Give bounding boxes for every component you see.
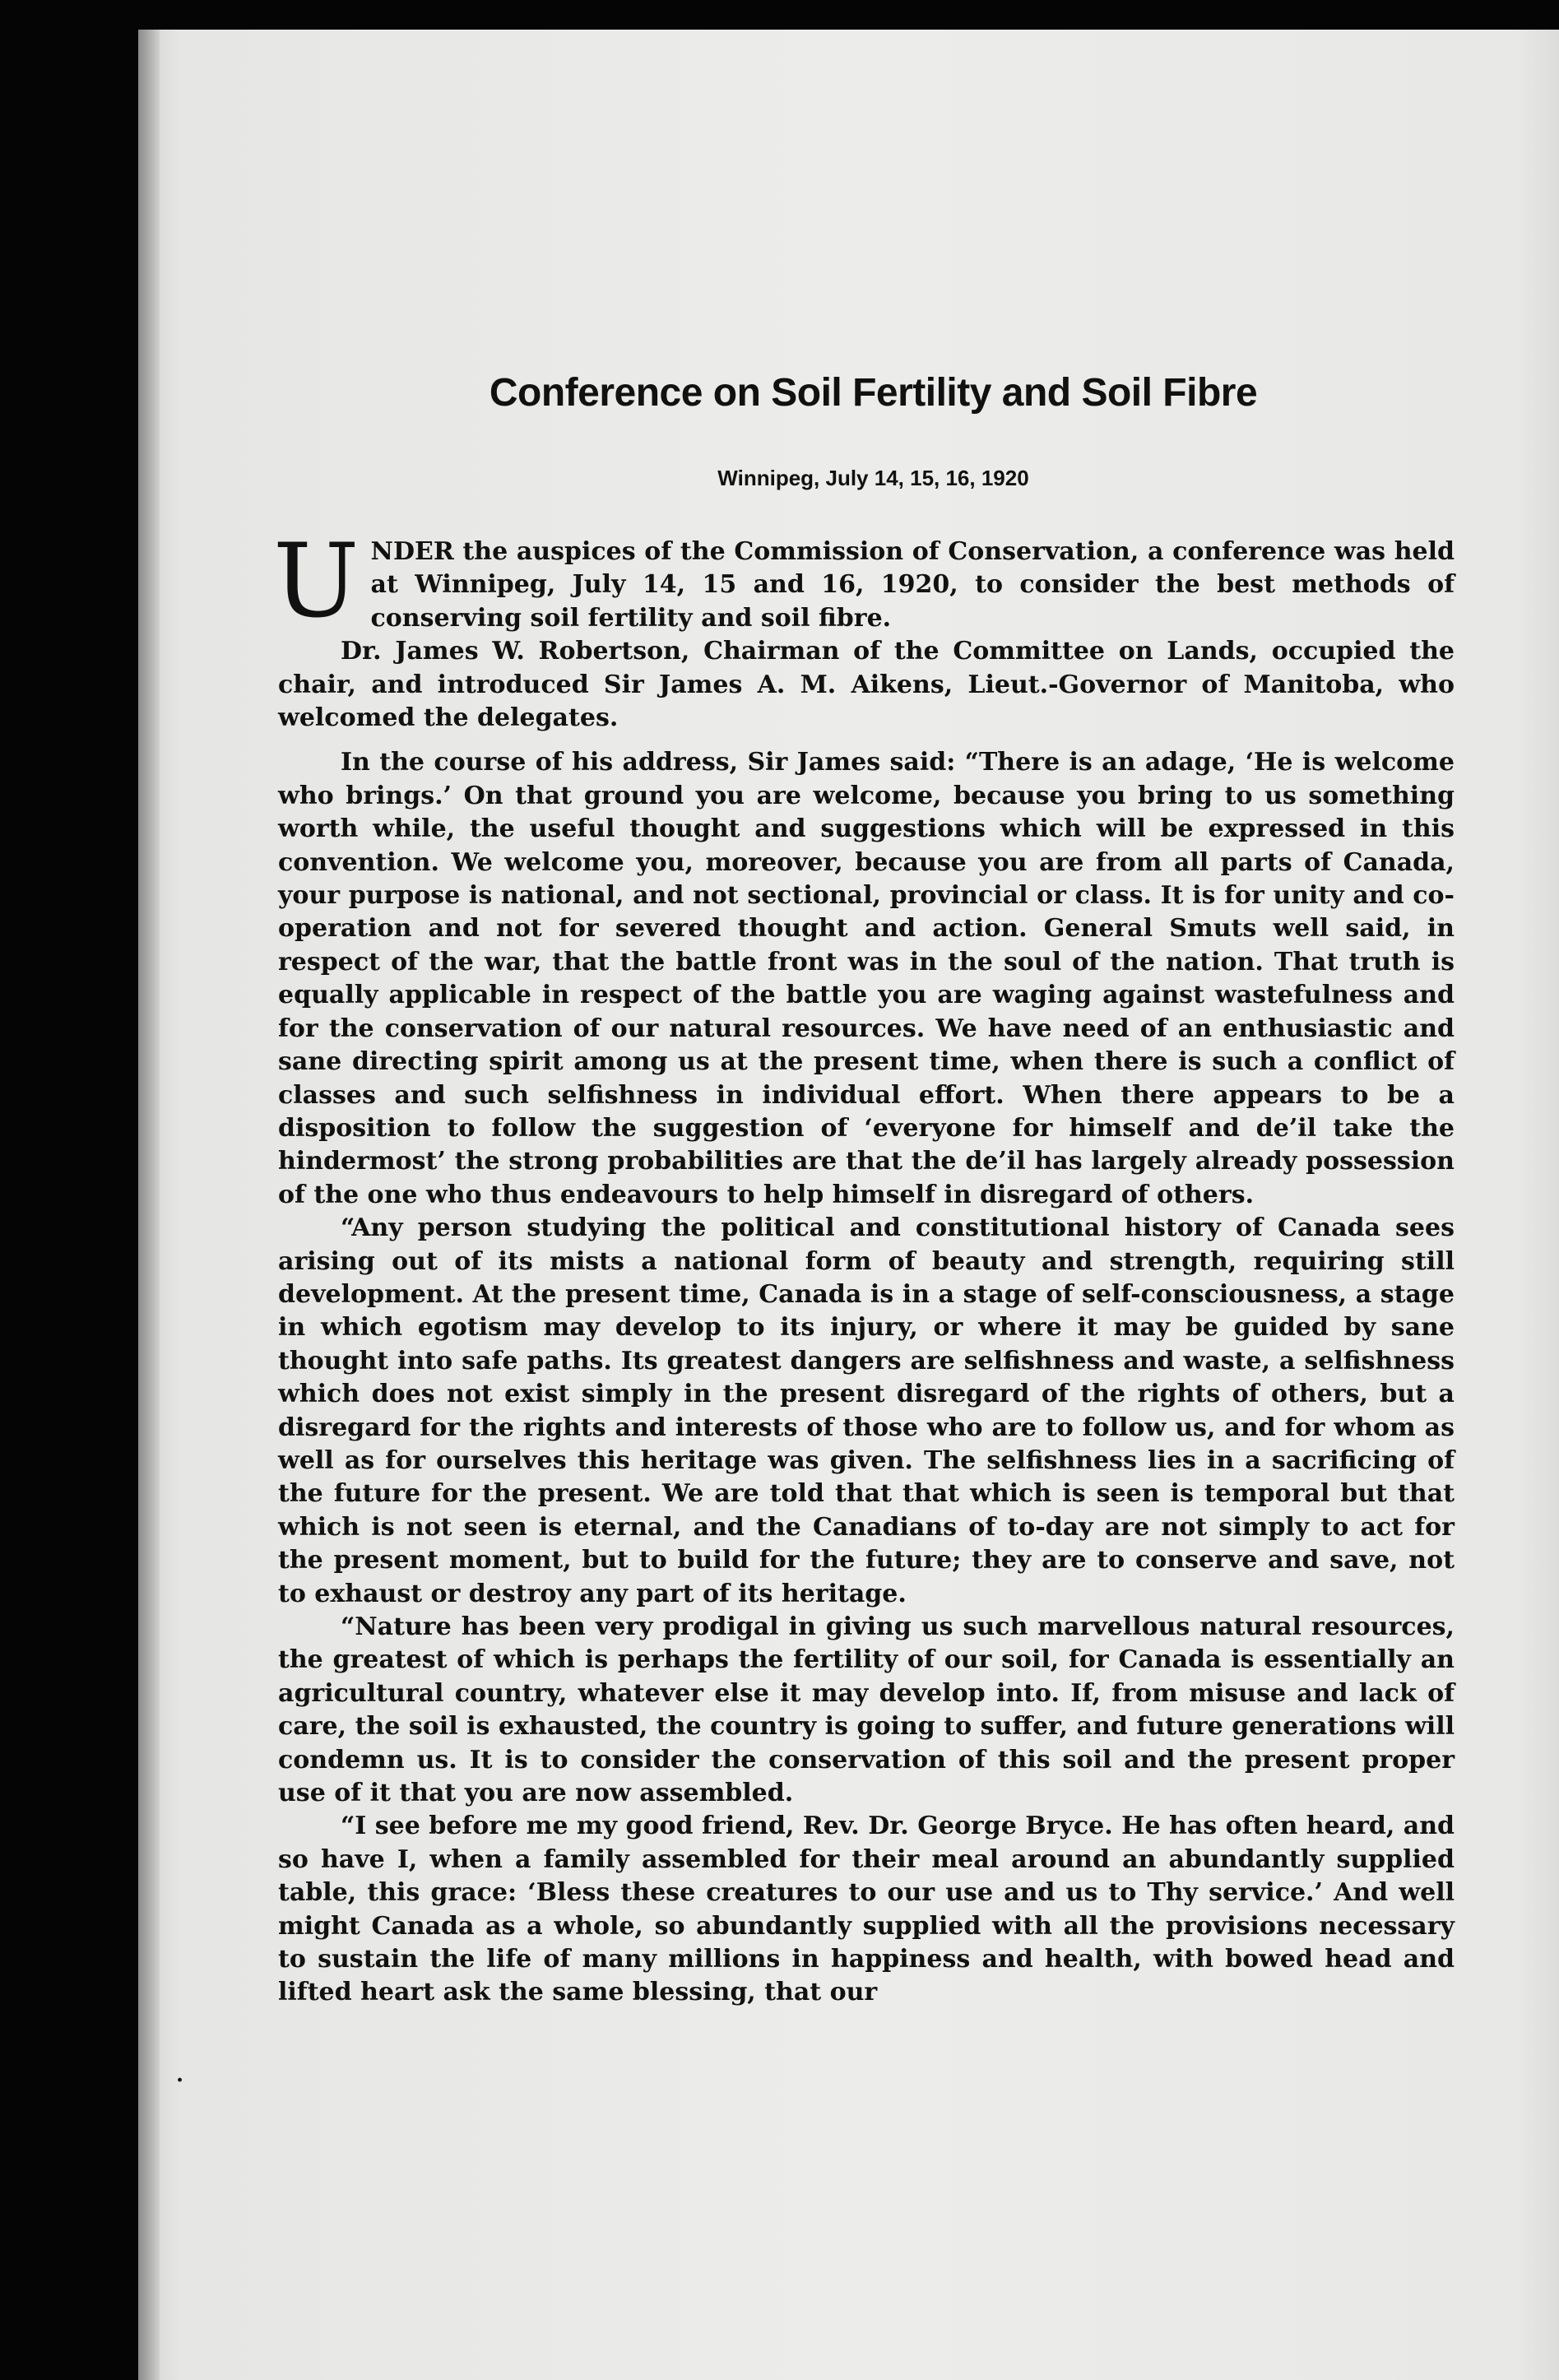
scanned-page — [138, 30, 1559, 2380]
drop-cap: U — [273, 522, 360, 641]
show-through-text — [204, 178, 1510, 342]
paragraph: In the course of his address, Sir James said: “There is an adage, ‘He is welcome who brings.’ On that ground you are welcome, because you bring to us something worth while, the useful thought and suggestions which will be expressed in this convention. We welcome you, moreover, because you are from all parts of Canada, your purpose is national, and not sectional, provincial or class. It is for unity and co-operation and not for severed thought and action. General Smuts well said, in respect of the war, that the battle front was in the soul of the nation. That truth is equally applicable in respect of the battle you are waging against wastefulness and for the conservation of our natural resources. We have need of an enthusiastic and sane directing spirit among us at the present time, when there is such a conflict of classes and such selfishness in individual effort. When there appears to be a disposition to follow the suggestion of ‘everyone for himself and de’il take the hindermost’ the strong probabilities are that the de’il has largely already possession of the one who thus endeavours to help himself in disregard of others. — [278, 748, 1455, 1209]
page-subtitle: Winnipeg, July 14, 15, 16, 1920 — [717, 466, 1029, 490]
opening-text: NDER the auspices of the Commission of Conservation, a conference was held at Winnipeg, July 14, 15 and 16, 1920, to consider the best methods of conserving soil fertility and soil fibre. — [370, 537, 1455, 633]
page-title: Conference on Soil Fertility and Soil Fibre — [489, 371, 1258, 415]
opening-paragraph — [273, 522, 1455, 641]
margin-mark: · — [176, 2068, 184, 2093]
paragraph: “Nature has been very prodigal in giving us such marvellous natural resources, the greatest of which is perhaps the fertility of our soil, for Canada is essentially an agricultural country, whatever else it may develop into. If, from misuse and lack of care, the soil is exhausted, the country is going to suffer, and future generations will condemn us. It is to consider the conservation of this soil and the present proper use of it that you are now assembled. — [278, 1612, 1455, 1808]
paragraph: Dr. James W. Robertson, Chairman of the Committee on Lands, occupied the chair, and introduced Sir James A. M. Aikens, Lieut.-Governor of Manitoba, who welcomed the delegates. — [278, 637, 1455, 733]
paragraph: “Any person studying the political and constitutional history of Canada sees arising out of its mists a national form of beauty and strength, requiring still development. At the present time, Canada is in a stage of self-consciousness, a stage in which egotism may develop to its injury, or where it may be guided by sane thought into safe paths. Its greatest dangers are selfishness and waste, a selfishness which does not exist simply in the present disregard of the rights of others, but a disregard for the rights and interests of those who are to follow us, and for whom as well as for ourselves this heritage was given. The selfishness lies in a sacrificing of the future for the present. We are told that that which is seen is temporal but that which is not seen is eternal, and the Canadians of to-day are not simply to act for the present moment, but to build for the future; they are to conserve and save, not to exhaust or destroy any part of its heritage. — [278, 1213, 1455, 1608]
paragraph: “I see before me my good friend, Rev. Dr. George Bryce. He has often heard, and so have I, when a family assembled for their meal around an abundantly supplied table, this grace: ‘Bless these creatures to our use and us to Thy service.’ And well might Canada as a whole, so abundantly supplied with all the provisions necessary to sustain the life of many millions in happiness and health, with bowed head and lifted heart ask the same blessing, that our — [278, 1812, 1455, 2007]
article-body — [273, 522, 1455, 2010]
